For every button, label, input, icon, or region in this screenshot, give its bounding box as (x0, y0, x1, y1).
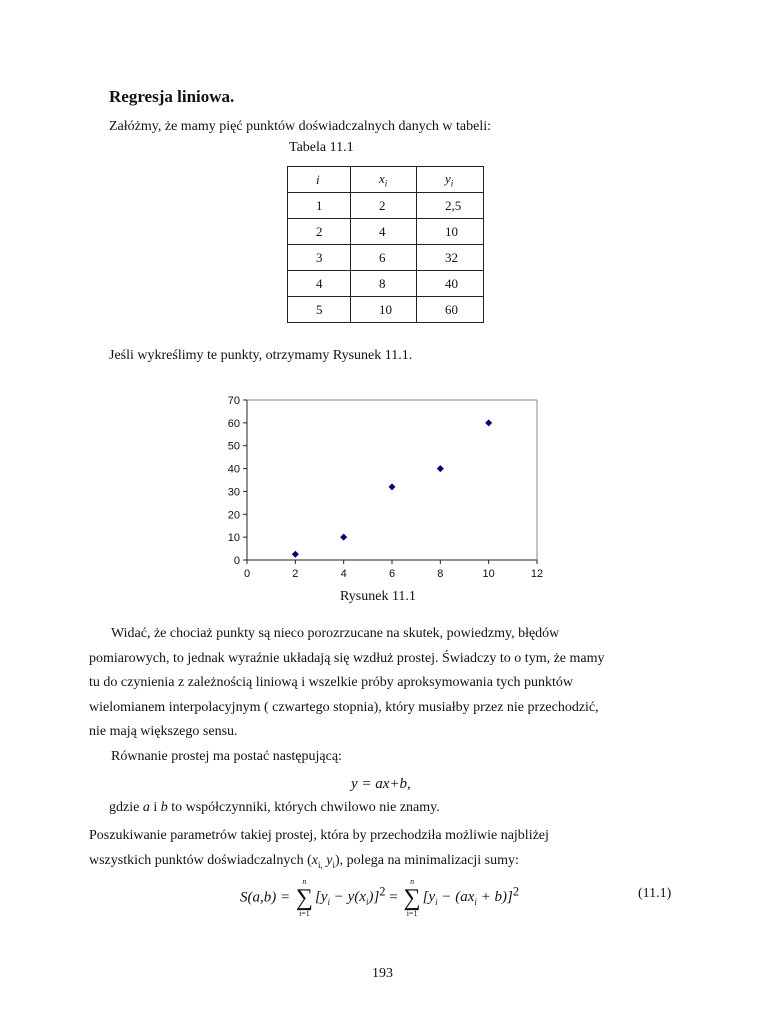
y-tick-label: 50 (227, 440, 240, 453)
y-tick-label: 20 (227, 509, 240, 522)
data-table (287, 166, 484, 323)
table-cell: 2 (288, 219, 351, 245)
paragraph-line: wszystkich punktów doświadczalnych ($x_{i,}$ $y_i$), polega na minimalizacji sumy: (89, 852, 519, 870)
sum-symbol: n ∑ i=1 (295, 877, 313, 918)
data-point (292, 551, 299, 558)
table-cell: 8 (351, 271, 417, 297)
data-point (485, 419, 492, 426)
data-point (389, 483, 396, 490)
page-number: 193 (372, 966, 393, 981)
table-cell: 10 (351, 297, 417, 323)
y-tick-label: 60 (227, 417, 240, 430)
plot-sentence: Jeśli wykreślimy te punkty, otrzymamy Rysunek 11.1. (109, 348, 413, 363)
paragraph-line: pomiarowych, to jednak wyraźnie układają się wzdłuż prostej. Świadczy to o tym, że mamy (89, 650, 605, 666)
y-tick-label: 30 (227, 486, 240, 499)
table-row (288, 193, 484, 219)
table-cell: 60 (417, 297, 484, 323)
table-cell: 5 (288, 297, 351, 323)
scatter-chart (215, 388, 555, 588)
x-tick-label: 12 (530, 568, 544, 580)
y-tick-label: 40 (227, 463, 240, 476)
table-cell: 2 (351, 193, 417, 219)
x-tick-label: 8 (437, 568, 444, 580)
table-caption: Tabela 11.1 (289, 140, 354, 155)
paragraph-1 (89, 622, 676, 769)
header-y: $y_i$ (417, 167, 484, 193)
table-cell: 1 (288, 193, 351, 219)
table-cell: 6 (351, 245, 417, 271)
x-tick-label: 4 (340, 568, 347, 580)
data-point (340, 534, 347, 541)
figure-caption: Rysunek 11.1 (340, 589, 416, 604)
table-cell: 4 (288, 271, 351, 297)
x-tick-label: 2 (292, 568, 299, 580)
line-equation: y = ax+b, (351, 776, 411, 792)
table-cell: 10 (417, 219, 484, 245)
paragraph-line: wielomianem interpolacyjnym ( czwartego stopnia), który musiałby przez nie przechodzić, (89, 699, 599, 715)
table-row (288, 297, 484, 323)
table-row (288, 271, 484, 297)
data-point (437, 465, 444, 472)
paragraph-line: Poszukiwanie parametrów takiej prostej, która by przechodziła możliwie najbliżej (89, 828, 549, 843)
table-row (288, 219, 484, 245)
y-tick-label: 10 (227, 532, 240, 545)
paragraph-line: tu do czynienia z zależnością liniową i wszelkie próby aproksymowania tych punktów (89, 675, 574, 690)
sum-symbol: n ∑ i=1 (403, 877, 421, 918)
plot-area (247, 400, 537, 560)
paragraph-line: nie mają większego sensu. (89, 724, 238, 739)
table-cell: 32 (417, 245, 484, 271)
section-heading: Regresja liniowa. (109, 87, 235, 106)
x-tick-label: 10 (482, 568, 495, 580)
table-header-row (288, 167, 484, 193)
x-tick-label: 0 (243, 568, 251, 580)
table-cell: 4 (351, 219, 417, 245)
coefficient-sentence: gdzie a i b to współczynniki, których chwilowo nie znamy. (109, 800, 440, 815)
paragraph-2 (89, 824, 676, 877)
least-squares-formula: S(a,b) = n ∑ i=1 $[y_i - y(x_i)]^2$ = n ∑ i=1 $[y_i - (ax_i + b)]^2$ (240, 877, 520, 918)
intro-text: Załóżmy, że mamy pięć punktów doświadczalnych danych w tabeli: (109, 119, 492, 134)
y-tick-label: 70 (227, 395, 240, 407)
table-cell: 2,5 (417, 193, 484, 219)
paragraph-line: Równanie prostej ma postać następującą: (111, 748, 342, 764)
table-cell: 40 (417, 271, 484, 297)
x-tick-label: 6 (388, 568, 396, 580)
table-row (288, 245, 484, 271)
header-x: $x_i$ (351, 167, 417, 193)
equation-number: (11.1) (638, 886, 672, 901)
paragraph-line: Widać, że chociaż punkty są nieco porozrzucane na skutek, powiedzmy, błędów (111, 626, 560, 641)
table-cell: 3 (288, 245, 351, 271)
header-i: i (288, 167, 351, 193)
y-tick-label: 0 (233, 555, 240, 567)
